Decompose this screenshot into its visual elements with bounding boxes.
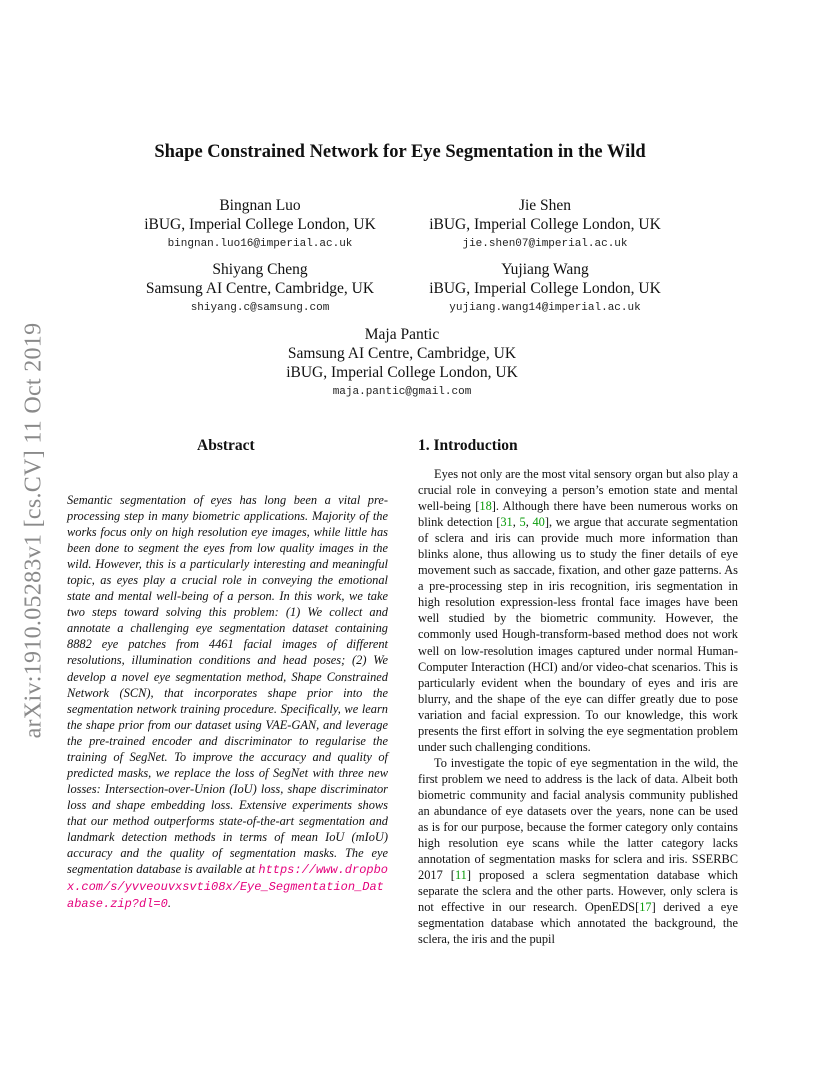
author-block [400, 196, 690, 254]
abstract-text: Semantic segmentation of eyes has long been a vital pre-processing step in many biometric applications. Majority of the works focus only on high resolution eye images, while little has been done to segment the eyes from low quality images in the wild. However, this is a particularly interesting and meaningful topic, as eyes play a crucial role in conveying the emotional state and mental well-being of a person. In this work, we take two steps toward solving this problem: (1) We collect and annotate a challenging eye segmentation dataset containing 8882 eye patches from 4461 facial images of different resolutions, illumination conditions and head poses; (2) We develop a novel eye segmentation method, Shape Constrained Network (SCN), that incorporates shape prior into the segmentation network training procedure. Specifically, we learn the shape prior from our dataset using VAE-GAN, and leverage the pre-trained encoder and discriminator to regularise the training of SegNet. To improve the accuracy and quality of predicted masks, we replace the loss of SegNet with three new losses: Intersection-over-Union (IoU) loss, shape discriminator loss and shape embedding loss. Extensive experiments shows that our method outperforms state-of-the-art segmentation and landmark detection methods in terms of mean IoU (mIoU) accuracy and the quality of segmentation masks. The eye segmentation database is available at [67, 493, 388, 877]
intro-text: , [512, 515, 520, 530]
author-block [125, 260, 395, 318]
author-name: Bingnan Luo [219, 197, 301, 214]
author-block [125, 196, 395, 254]
author-name: Shiyang Cheng [212, 261, 308, 278]
author-affiliation: Samsung AI Centre, Cambridge, UK [287, 345, 517, 362]
author-block [252, 325, 552, 402]
citation-link[interactable]: 11 [454, 868, 467, 883]
author-email[interactable]: yujiang.wang14@imperial.ac.uk [449, 302, 641, 314]
intro-text: Eyes not only are the most vital sensory organ but also play a crucial role in conveying a person’s emotion state and mental well-being [ [418, 467, 738, 514]
author-block [400, 260, 690, 318]
abstract-body [67, 492, 388, 912]
intro-text: ]. Although there have been numerous works on blink detection [ [418, 499, 738, 530]
citation-link[interactable]: 40 [532, 515, 545, 530]
author-affiliation: iBUG, Imperial College London, UK [429, 216, 661, 233]
author-name: Jie Shen [518, 197, 572, 214]
intro-text: ] derived a eye segmentation database which annotated the background, the sclera, the iris and the pupil [418, 900, 738, 947]
author-name: Maja Pantic [364, 326, 440, 343]
author-affiliation: iBUG, Imperial College London, UK [144, 216, 376, 233]
intro-text: ] proposed a sclera segmentation database which separate the sclera and the other parts. However, only sclera is not effective in our research. OpenEDS[ [418, 868, 738, 915]
abstract-heading: Abstract [197, 437, 255, 454]
citation-link[interactable]: 31 [500, 515, 513, 530]
arxiv-stamp-text: arXiv:1910.05283v1 [cs.CV] 11 Oct 2019 [20, 322, 47, 738]
introduction-heading: 1. Introduction [418, 437, 518, 454]
author-name: Yujiang Wang [501, 261, 589, 278]
intro-text: To investigate the topic of eye segmentation in the wild, the first problem we need to address is the lack of data. Albeit both biometric community and facial analysis community published an abundance of eye datasets over the years, none can be used as is for our purpose, because the former category only contains high resolution eye scans while the latter category lacks annotation of segmentation masks for sclera and iris. SSERBC 2017 [ [418, 755, 738, 883]
author-email[interactable]: maja.pantic@gmail.com [332, 386, 472, 398]
citation-link[interactable]: 17 [639, 900, 652, 915]
author-email[interactable]: jie.shen07@imperial.ac.uk [462, 238, 628, 250]
introduction-body [418, 466, 738, 947]
author-affiliation-2: iBUG, Imperial College London, UK [286, 364, 518, 381]
author-affiliation: iBUG, Imperial College London, UK [429, 280, 661, 297]
intro-paragraph [418, 755, 738, 948]
intro-text: ], we argue that accurate segmentation of sclera and iris can provide much more information than blinks alone, thus allowing us to study the finer details of eye movement such as saccade, fixation, and other gaze patterns. As a pre-processing step in iris recognition, iris segmentation in high resolution expression-less frontal face images have been well studied by the biometric community. However, the commonly used Hough-transform-based method does not work well on low-resolution images captured under normal Human-Computer Interaction (HCI) and/or video-chat scenarios. This is particularly evident when the boundary of eyes and iris are blurry, and the shape of the eye can differ greatly due to pose variation and facial expression. To our knowledge, this work presents the first effort in solving the eye segmentation problem under such challenging conditions. [418, 515, 738, 754]
citation-link[interactable]: 18 [479, 499, 492, 514]
abstract-end: . [167, 896, 171, 911]
author-email[interactable]: bingnan.luo16@imperial.ac.uk [167, 238, 353, 250]
citation-link[interactable]: 5 [519, 515, 526, 530]
author-email[interactable]: shiyang.c@samsung.com [190, 302, 330, 314]
dataset-link[interactable]: https://www.dropbox.com/s/yvveouvxsvti08x/Eye_Segmentation_Database.zip?dl=0 [67, 863, 388, 912]
arxiv-stamp [14, 300, 54, 760]
intro-text: , [525, 515, 533, 530]
intro-paragraph [418, 466, 738, 755]
paper-title: Shape Constrained Network for Eye Segmentation in the Wild [154, 142, 646, 162]
author-affiliation: Samsung AI Centre, Cambridge, UK [145, 280, 375, 297]
